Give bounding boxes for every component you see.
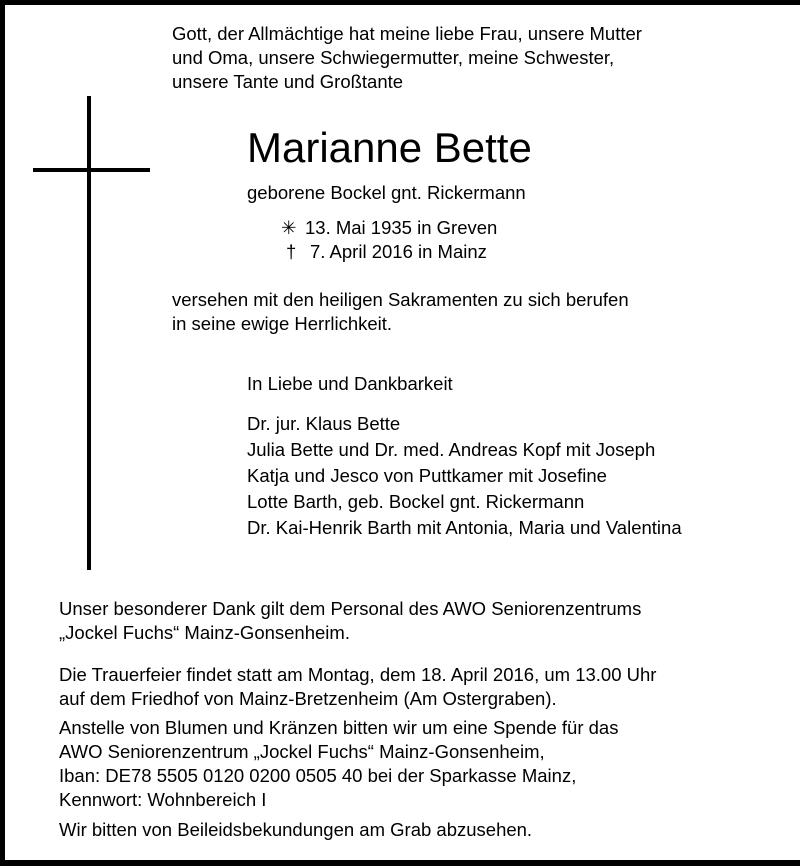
donation-line: AWO Seniorenzentrum „Jockel Fuchs“ Mainz-Gonsenheim, <box>59 741 545 762</box>
funeral-line: Die Trauerfeier findet statt am Montag, dem 18. April 2016, um 13.00 Uhr <box>59 664 657 685</box>
intro-line: und Oma, unsere Schwiegermutter, meine Schwester, <box>172 47 615 68</box>
thanks-line: Unser besonderer Dank gilt dem Personal des AWO Seniorenzentrums <box>59 598 642 619</box>
deceased-name: Marianne Bette <box>247 124 532 171</box>
sacrament-line: in seine ewige Herrlichkeit. <box>172 313 393 334</box>
funeral-text <box>59 663 656 711</box>
dagger-icon: † <box>286 241 297 262</box>
gratitude: In Liebe und Dankbarkeit <box>247 373 453 394</box>
donation-line: Anstelle von Blumen und Kränzen bitten wir um eine Spende für das <box>59 717 619 738</box>
birth-name: geborene Bockel gnt. Rickermann <box>247 182 526 203</box>
mourner: Katja und Jesco von Puttkamer mit Josefine <box>247 465 607 486</box>
donation-text <box>59 716 618 812</box>
death-date: † 7. April 2016 in Mainz <box>286 241 487 262</box>
mourner: Dr. Kai-Henrik Barth mit Antonia, Maria und Valentina <box>247 517 682 538</box>
cross-icon-bar <box>33 168 150 172</box>
star-icon: ✳ <box>281 217 297 238</box>
thanks-text <box>59 597 641 645</box>
sacrament-text <box>172 288 629 336</box>
mourner: Julia Bette und Dr. med. Andreas Kopf mit Joseph <box>247 439 656 460</box>
mourner: Dr. jur. Klaus Bette <box>247 413 401 434</box>
intro-line: Gott, der Allmächtige hat meine liebe Frau, unsere Mutter <box>172 23 642 44</box>
sacrament-line: versehen mit den heiligen Sakramenten zu sich berufen <box>172 289 629 310</box>
intro-line: unsere Tante und Großtante <box>172 71 404 92</box>
donation-line: Iban: DE78 5505 0120 0200 0505 40 bei der Sparkasse Mainz, <box>59 765 577 786</box>
dates <box>281 216 497 264</box>
closing-text: Wir bitten von Beileidsbekundungen am Grab abzusehen. <box>59 819 533 840</box>
mourners-list <box>247 411 682 541</box>
intro-text <box>172 22 642 94</box>
donation-line: Kennwort: Wohnbereich I <box>59 789 267 810</box>
birth-date: ✳ 13. Mai 1935 in Greven <box>281 217 498 238</box>
mourner: Lotte Barth, geb. Bockel gnt. Rickermann <box>247 491 585 512</box>
funeral-line: auf dem Friedhof von Mainz-Bretzenheim (Am Ostergraben). <box>59 688 557 709</box>
thanks-line: „Jockel Fuchs“ Mainz-Gonsenheim. <box>59 622 350 643</box>
